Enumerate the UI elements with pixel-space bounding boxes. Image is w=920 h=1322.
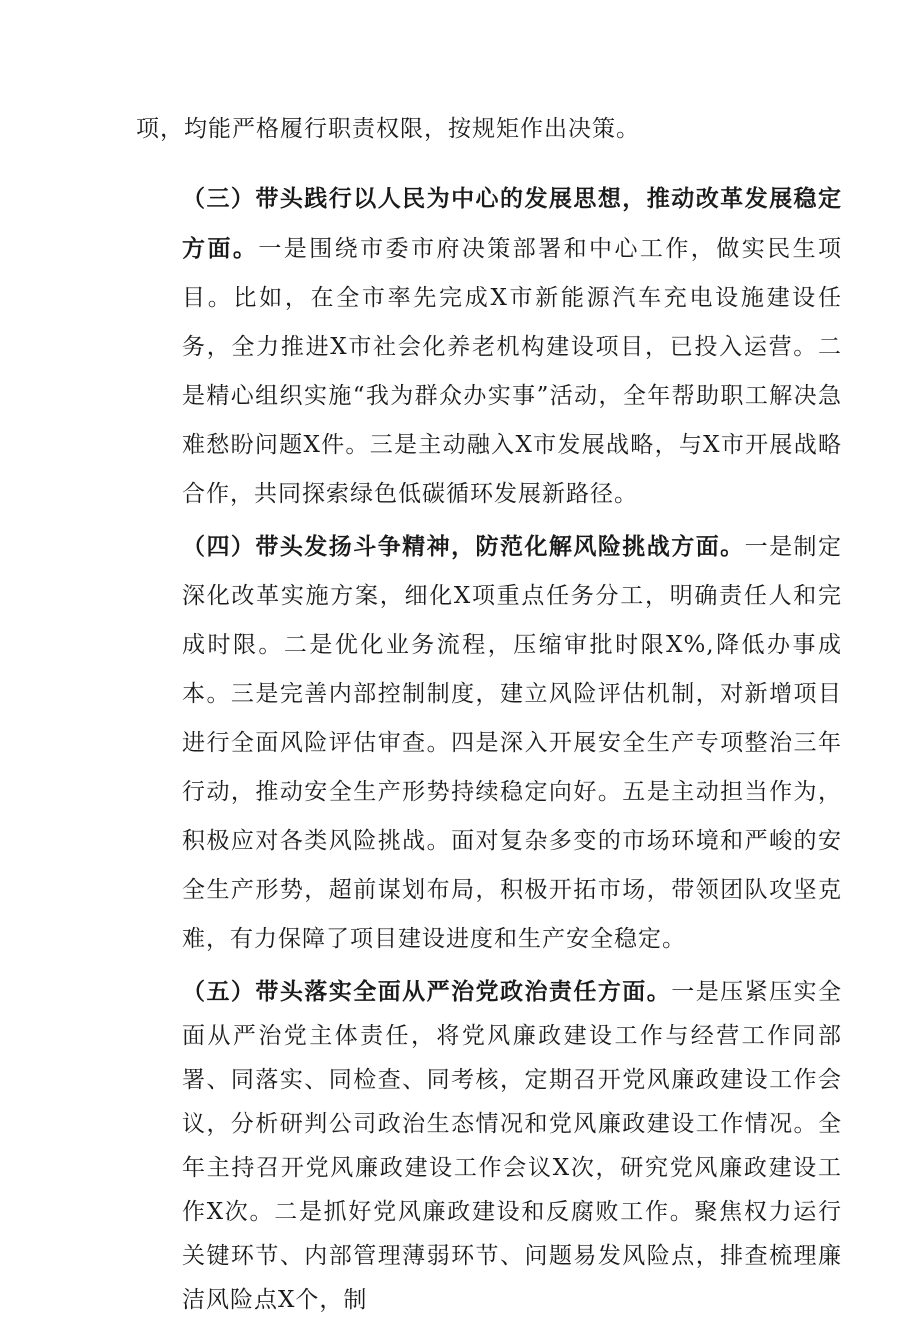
section-3-body: 一是围绕市委市府决策部署和中心工作，做实民生项目。比如，在全市率先完成X市新能源汽车充电设施建设任务，全力推进X市社会化养老机构建设项目，已投入运营。二是精心组织实施“我为群众办实事”活动，全年帮助职工解决急难愁盼问题X件。三是主动融入X市发展战略，与X市开展战略合作，共同探索绿色低碳循环发展新路径。 — [182, 236, 843, 507]
paragraph-section-4 — [136, 522, 842, 964]
section-4-heading: （四）带头发扬斗争精神，防范化解风险挑战方面。 — [182, 533, 745, 560]
paragraph-body: 项，均能严格履行职责权限，按规矩作出决策。 — [136, 116, 640, 142]
paragraph-section-5 — [136, 970, 842, 1322]
section-5-body: 一是压紧压实全面从严治党主体责任，将党风廉政建设工作与经营工作同部署、同落实、同检查、同考核，定期召开党风廉政建设工作会议，分析研判公司政治生态情况和党风廉政建设工作情况。全年主持召开党风廉政建设工作会议X次，研究党风廉政建设工作X次。二是抓好党风廉政建设和反腐败工作。聚焦权力运行关键环节、内部管理薄弱环节、问题易发风险点，排查梳理廉洁风险点X个，制 — [182, 979, 843, 1313]
paragraph-section-3 — [136, 174, 842, 519]
section-5-heading: （五）带头落实全面从严治党政治责任方面。 — [182, 978, 672, 1005]
section-3-heading: （三）带头践行以人民为中心的发展思想，推动改革发展稳定方面。 — [182, 185, 842, 262]
paragraph-continuation — [136, 111, 796, 147]
section-4-body: 一是制定深化改革实施方案，细化X项重点任务分工，明确责任人和完成时限。二是优化业务流程，压缩审批时限X%,降低办事成本。三是完善内部控制制度，建立风险评估机制，对新增项目进行全面风险评估审查。四是深入开展安全生产专项整治三年行动，推动安全生产形势持续稳定向好。五是主动担当作为，积极应对各类风险挑战。面对复杂多变的市场环境和严峻的安全生产形势，超前谋划布局，积极开拓市场，带领团队攻坚克难，有力保障了项目建设进度和生产安全稳定。 — [182, 534, 843, 952]
